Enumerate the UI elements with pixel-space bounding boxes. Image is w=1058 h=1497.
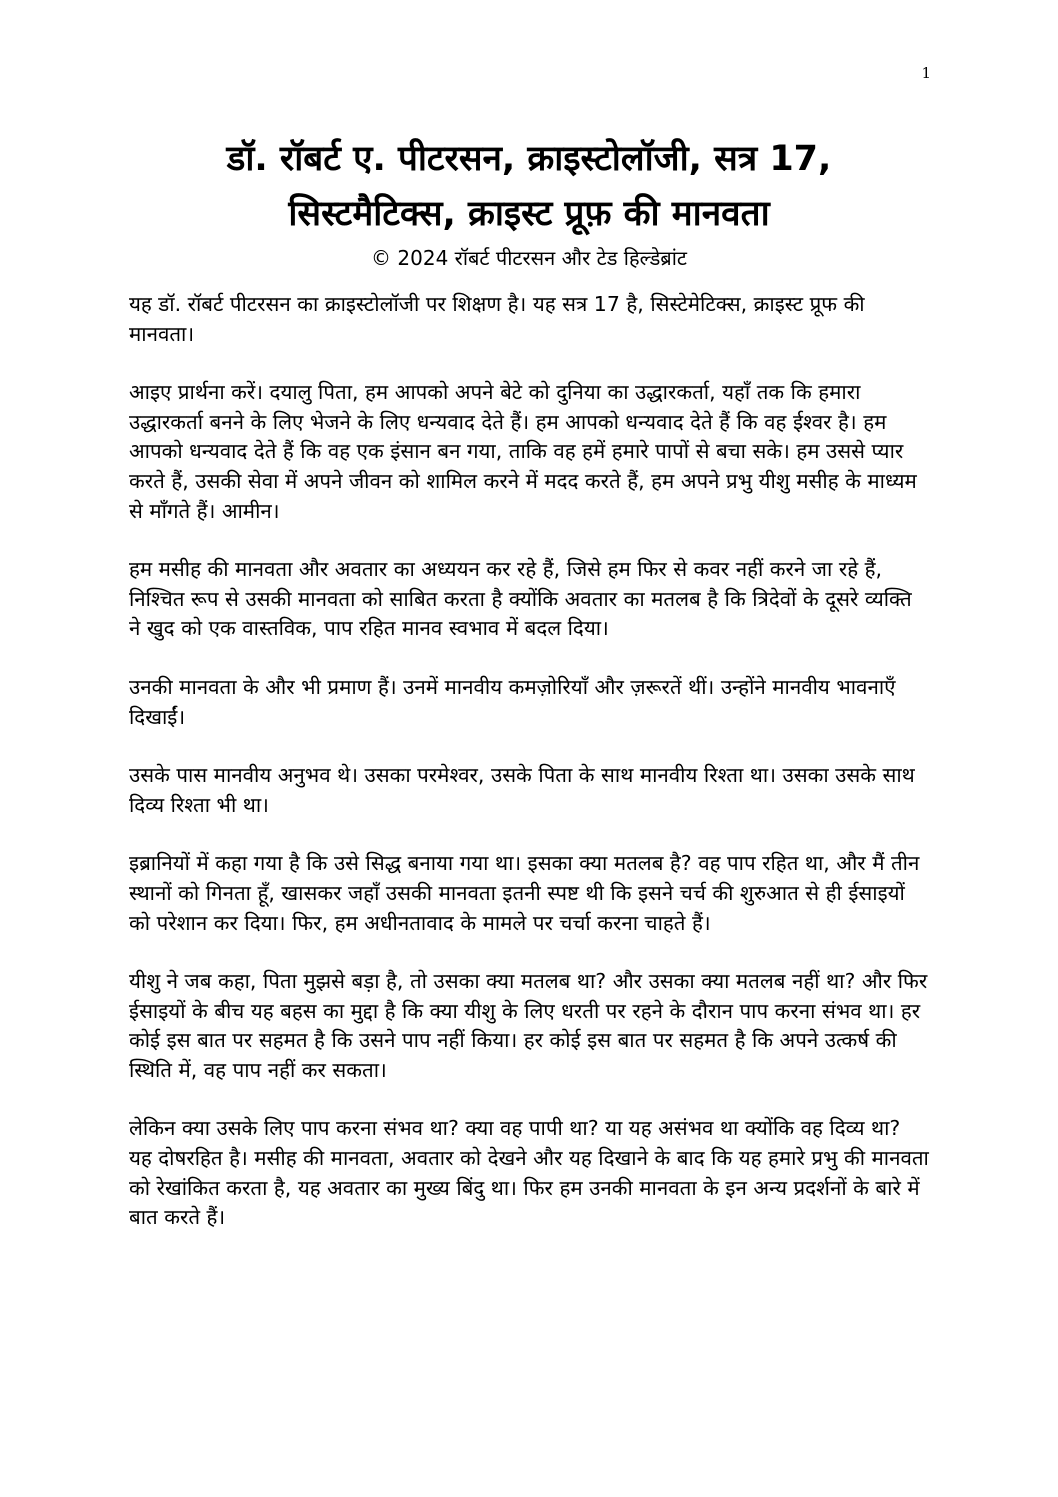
page-title-line-2: सिस्टमैटिक्स, क्राइस्ट प्रूफ़ की मानवता <box>288 194 770 234</box>
paragraph-6: इब्रानियों में कहा गया है कि उसे सिद्ध बनाया गया था। इसका क्या मतलब है? वह पाप रहित था, और मैं तीन स्थानों को गिनता हूँ, खासकर जहाँ उसकी मानवता इतनी स्पष्ट थी कि इसने चर्च की शुरुआत से ही ईसाइयों को परेशान कर दिया। फिर, हम अधीनतावाद के मामले पर चर्चा करना चाहते हैं। <box>129 851 920 935</box>
page-title-line-1: डॉ. रॉबर्ट ए. पीटरसन, क्राइस्टोलॉजी, सत्र 17, <box>226 139 832 179</box>
paragraph-2: आइए प्रार्थना करें। दयालु पिता, हम आपको अपने बेटे को दुनिया का उद्धारकर्ता, यहाँ तक कि हमारा उद्धारकर्ता बनने के लिए भेजने के लिए धन्यवाद देते हैं। हम आपको धन्यवाद देते हैं कि वह ईश्वर है। हम आपको धन्यवाद देते हैं कि वह एक इंसान बन गया, ताकि वह हमें हमारे पापों से बचा सके। हम उससे प्यार करते हैं, उसकी सेवा में अपने जीवन को शामिल करने में मदद करते हैं, हम अपने प्रभु यीशु मसीह के माध्यम से माँगते हैं। आमीन। <box>129 380 917 523</box>
paragraph-3: हम मसीह की मानवता और अवतार का अध्ययन कर रहे हैं, जिसे हम फिर से कवर नहीं करने जा रहे हैं, निश्चित रूप से उसकी मानवता को साबित करता है क्योंकि अवतार का मतलब है कि त्रिदेवों के दूसरे व्यक्ति ने खुद को एक वास्तविक, पाप रहित मानव स्वभाव में बदल दिया। <box>129 557 912 641</box>
title-block <box>100 132 958 272</box>
paragraph-1: यह डॉ. रॉबर्ट पीटरसन का क्राइस्टोलॉजी पर शिक्षण है। यह सत्र 17 है, सिस्टेमेटिक्स, क्राइस्ट प्रूफ की मानवता। <box>129 292 865 346</box>
page-number: 1 <box>921 64 931 82</box>
paragraph-5: उसके पास मानवीय अनुभव थे। उसका परमेश्वर, उसके पिता के साथ मानवीय रिश्ता था। उसका उसके साथ दिव्य रिश्ता भी था। <box>129 763 915 817</box>
paragraph-8: लेकिन क्या उसके लिए पाप करना संभव था? क्या वह पापी था? या यह असंभव था क्योंकि वह दिव्य था? यह दोषरहित है। मसीह की मानवता, अवतार को देखने और यह दिखाने के बाद कि यह हमारे प्रभु की मानवता को रेखांकित करता है, यह अवतार का मुख्य बिंदु था। फिर हम उनकी मानवता के इन अन्य प्रदर्शनों के बारे में बात करते हैं। <box>129 1116 929 1230</box>
paragraph-4: उनकी मानवता के और भी प्रमाण हैं। उनमें मानवीय कमज़ोरियाँ और ज़रूरतें थीं। उन्होंने मानवीय भावनाएँ दिखाईं। <box>129 674 896 729</box>
document-body <box>129 290 929 1262</box>
copyright-notice: © 2024 रॉबर्ट पीटरसन और टेड हिल्डेब्रांट <box>371 246 687 270</box>
paragraph-7: यीशु ने जब कहा, पिता मुझसे बड़ा है, तो उसका क्या मतलब था? और उसका क्या मतलब नहीं था? और फिर ईसाइयों के बीच यह बहस का मुद्दा है कि क्या यीशु के लिए धरती पर रहने के दौरान पाप करना संभव था। हर कोई इस बात पर सहमत है कि उसने पाप नहीं किया। हर कोई इस बात पर सहमत है कि अपने उत्कर्ष की स्थिति में, वह पाप नहीं कर सकता। <box>129 969 928 1082</box>
